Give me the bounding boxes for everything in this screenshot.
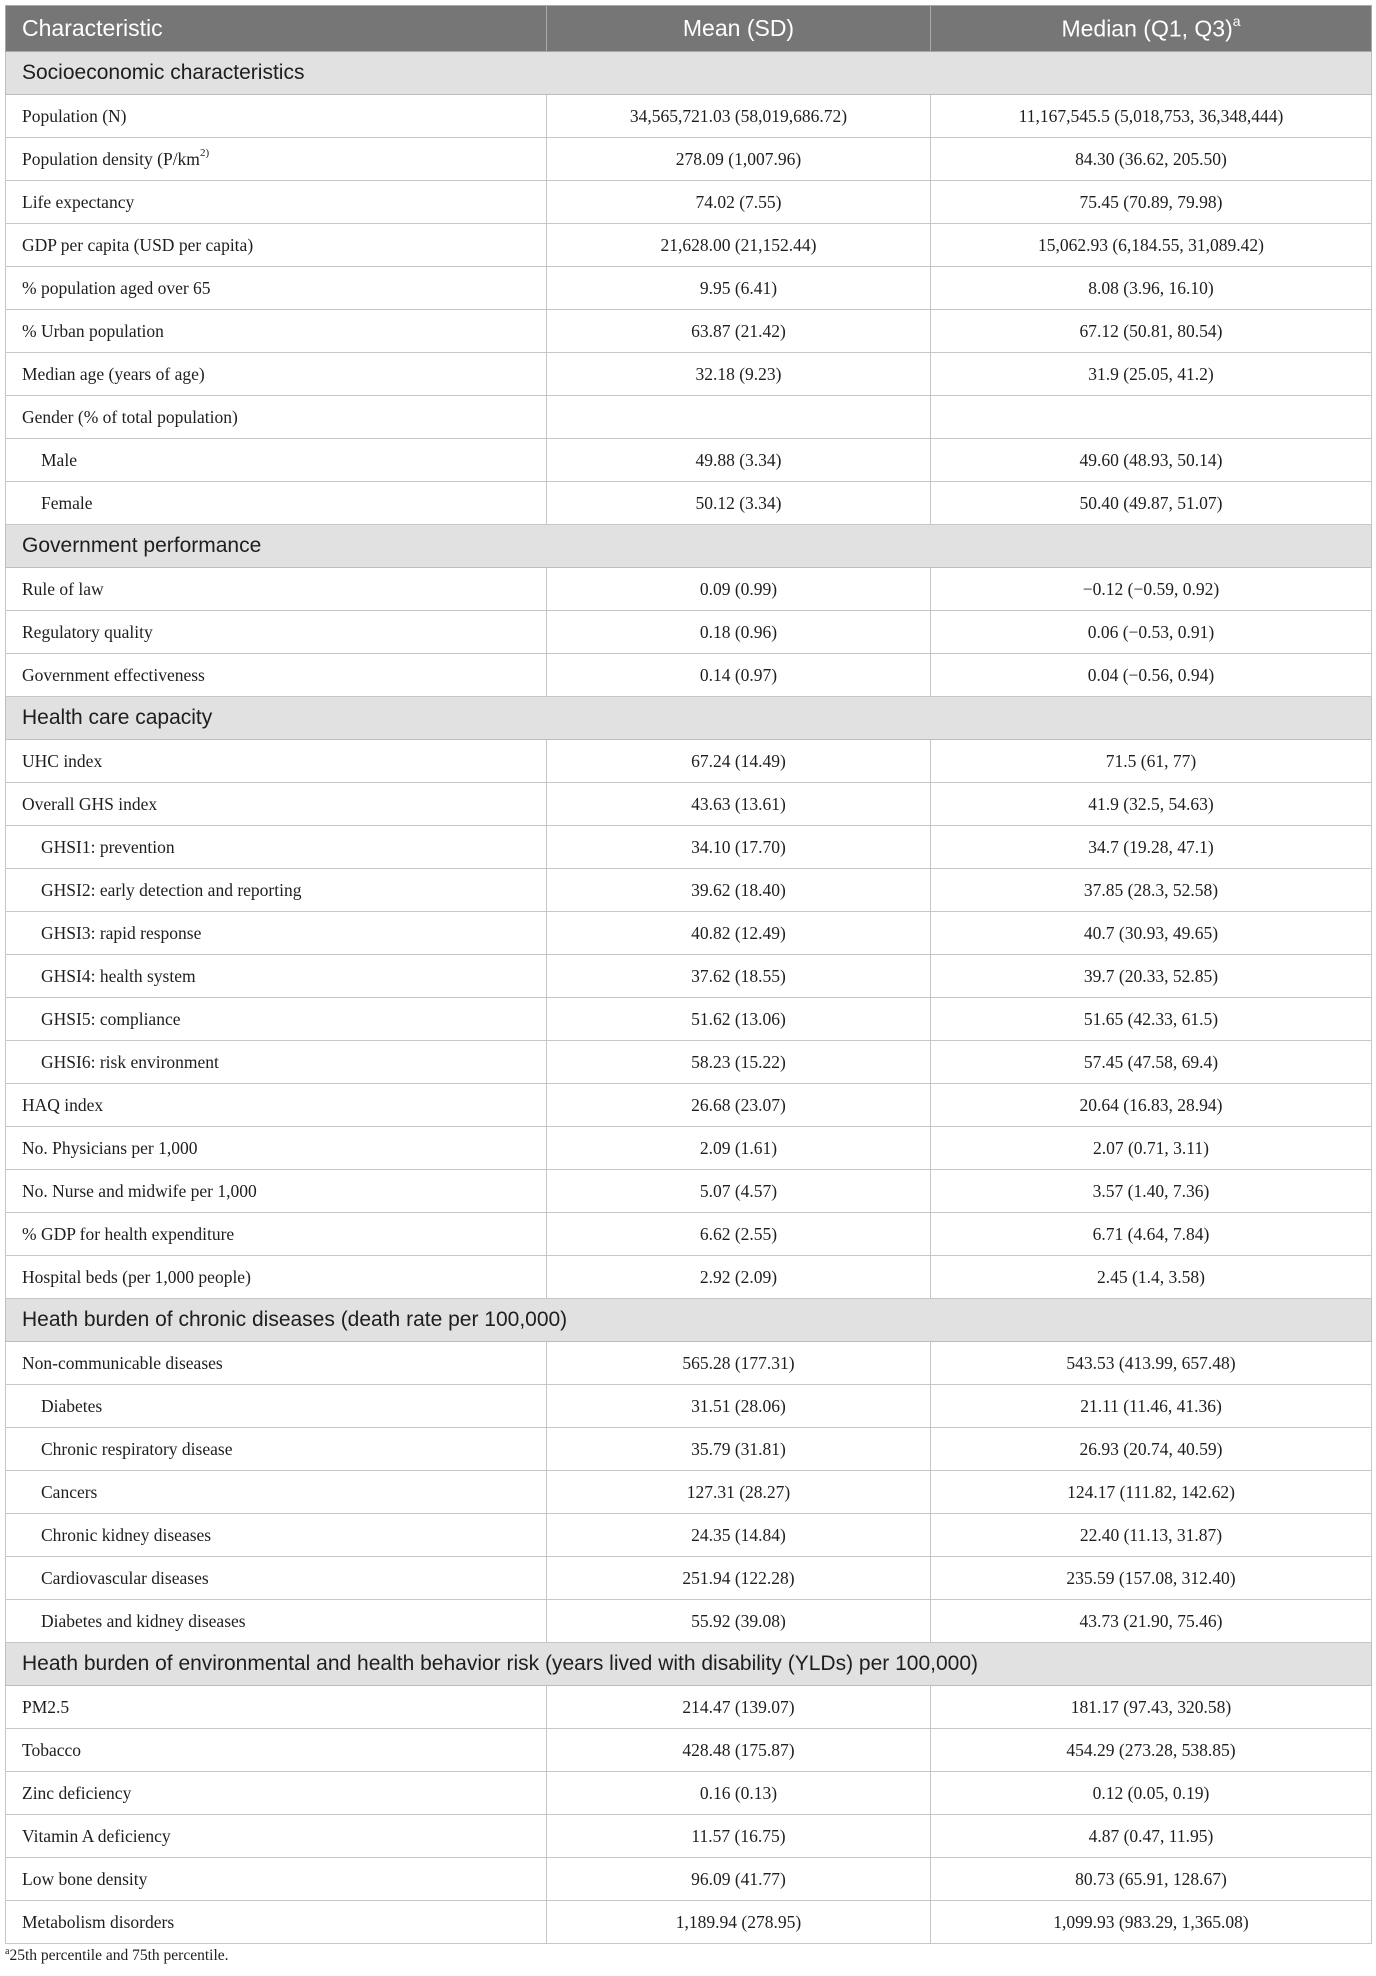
- row-label-cell: [6, 95, 547, 138]
- table-row: [6, 1041, 1372, 1084]
- mean-sd-cell: 32.18 (9.23): [547, 353, 931, 396]
- row-label: GHSI6: risk environment: [41, 1051, 219, 1072]
- table-row: [6, 1170, 1372, 1213]
- row-label-superscript: 2): [199, 146, 210, 159]
- row-label: Rule of law: [22, 578, 104, 599]
- median-iqr-cell: 34.7 (19.28, 47.1): [931, 826, 1372, 869]
- row-label-cell: [6, 1686, 547, 1729]
- table-row: [6, 611, 1372, 654]
- table-row: [6, 95, 1372, 138]
- row-label: Diabetes: [41, 1395, 103, 1416]
- table-row: [6, 181, 1372, 224]
- table-row: [6, 955, 1372, 998]
- median-iqr-cell: 8.08 (3.96, 16.10): [931, 267, 1372, 310]
- row-label-cell: [6, 1557, 547, 1600]
- median-iqr-cell: 454.29 (273.28, 538.85): [931, 1729, 1372, 1772]
- median-iqr-cell: 22.40 (11.13, 31.87): [931, 1514, 1372, 1557]
- section-header-row: [6, 1643, 1372, 1686]
- median-iqr-cell: 31.9 (25.05, 41.2): [931, 353, 1372, 396]
- row-label-cell: [6, 740, 547, 783]
- row-label: % Urban population: [22, 320, 164, 341]
- row-label-cell: [6, 955, 547, 998]
- row-label: PM2.5: [22, 1696, 70, 1717]
- mean-sd-cell: 565.28 (177.31): [547, 1342, 931, 1385]
- median-iqr-cell: −0.12 (−0.59, 0.92): [931, 568, 1372, 611]
- row-label: GDP per capita (USD per capita): [22, 234, 254, 255]
- mean-sd-cell: 5.07 (4.57): [547, 1170, 931, 1213]
- median-iqr-cell: 20.64 (16.83, 28.94): [931, 1084, 1372, 1127]
- row-label-cell: [6, 353, 547, 396]
- row-label: Hospital beds (per 1,000 people): [22, 1266, 251, 1287]
- section-title: Health care capacity: [6, 697, 1372, 740]
- row-label: Diabetes and kidney diseases: [41, 1610, 246, 1631]
- section-header-row: [6, 1299, 1372, 1342]
- table-row: [6, 1213, 1372, 1256]
- mean-sd-cell: 34.10 (17.70): [547, 826, 931, 869]
- table-row: [6, 869, 1372, 912]
- table-row: [6, 1127, 1372, 1170]
- median-iqr-cell: 3.57 (1.40, 7.36): [931, 1170, 1372, 1213]
- header-mean: Mean (SD): [547, 6, 931, 52]
- table-row: [6, 482, 1372, 525]
- row-label-cell: [6, 224, 547, 267]
- row-label-cell: [6, 912, 547, 955]
- mean-sd-cell: 35.79 (31.81): [547, 1428, 931, 1471]
- section-title: Socioeconomic characteristics: [6, 52, 1372, 95]
- section-title: Heath burden of environmental and health behavior risk (years lived with disability (YLDs) per 100,000): [6, 1643, 1372, 1686]
- median-iqr-cell: 124.17 (111.82, 142.62): [931, 1471, 1372, 1514]
- row-label: Non-communicable diseases: [22, 1352, 223, 1373]
- row-label: HAQ index: [22, 1094, 104, 1115]
- mean-sd-cell: 43.63 (13.61): [547, 783, 931, 826]
- section-header-row: [6, 697, 1372, 740]
- median-iqr-cell: 49.60 (48.93, 50.14): [931, 439, 1372, 482]
- mean-sd-cell: 96.09 (41.77): [547, 1858, 931, 1901]
- mean-sd-cell: 34,565,721.03 (58,019,686.72): [547, 95, 931, 138]
- median-iqr-cell: 71.5 (61, 77): [931, 740, 1372, 783]
- mean-sd-cell: 55.92 (39.08): [547, 1600, 931, 1643]
- header-median-text: Median (Q1, Q3): [1061, 15, 1233, 42]
- table-row: [6, 224, 1372, 267]
- row-label: Tobacco: [22, 1739, 82, 1760]
- table-row: [6, 1772, 1372, 1815]
- row-label-cell: [6, 568, 547, 611]
- row-label: % GDP for health expenditure: [22, 1223, 235, 1244]
- mean-sd-cell: 1,189.94 (278.95): [547, 1901, 931, 1944]
- mean-sd-cell: 39.62 (18.40): [547, 869, 931, 912]
- table-row: [6, 1471, 1372, 1514]
- median-iqr-cell: 15,062.93 (6,184.55, 31,089.42): [931, 224, 1372, 267]
- table-row: [6, 267, 1372, 310]
- median-iqr-cell: 37.85 (28.3, 52.58): [931, 869, 1372, 912]
- mean-sd-cell: 50.12 (3.34): [547, 482, 931, 525]
- mean-sd-cell: 0.09 (0.99): [547, 568, 931, 611]
- row-label-cell: [6, 1213, 547, 1256]
- row-label-cell: [6, 1729, 547, 1772]
- row-label-cell: [6, 1772, 547, 1815]
- median-iqr-cell: 6.71 (4.64, 7.84): [931, 1213, 1372, 1256]
- row-label-cell: [6, 439, 547, 482]
- table-row: [6, 1686, 1372, 1729]
- footnote-text: 25th percentile and 75th percentile.: [9, 1947, 229, 1965]
- median-iqr-cell: 84.30 (36.62, 205.50): [931, 138, 1372, 181]
- row-label: Vitamin A deficiency: [22, 1825, 171, 1846]
- median-iqr-cell: 0.04 (−0.56, 0.94): [931, 654, 1372, 697]
- median-iqr-cell: 75.45 (70.89, 79.98): [931, 181, 1372, 224]
- row-label-cell: [6, 826, 547, 869]
- mean-sd-cell: 40.82 (12.49): [547, 912, 931, 955]
- row-label: No. Nurse and midwife per 1,000: [22, 1180, 257, 1201]
- table-row: [6, 353, 1372, 396]
- median-iqr-cell: 11,167,545.5 (5,018,753, 36,348,444): [931, 95, 1372, 138]
- row-label-cell: [6, 1428, 547, 1471]
- mean-sd-cell: 9.95 (6.41): [547, 267, 931, 310]
- row-label-cell: [6, 396, 547, 439]
- row-label: GHSI2: early detection and reporting: [41, 879, 302, 900]
- row-label: Population (N): [22, 105, 127, 126]
- row-label: UHC index: [22, 750, 103, 771]
- median-iqr-cell: 2.07 (0.71, 3.11): [931, 1127, 1372, 1170]
- table-row: [6, 138, 1372, 181]
- mean-sd-cell: 2.92 (2.09): [547, 1256, 931, 1299]
- row-label: Cancers: [41, 1481, 98, 1502]
- table-row: [6, 396, 1372, 439]
- median-iqr-cell: 57.45 (47.58, 69.4): [931, 1041, 1372, 1084]
- table-row: [6, 1385, 1372, 1428]
- median-iqr-cell: 80.73 (65.91, 128.67): [931, 1858, 1372, 1901]
- row-label-cell: [6, 869, 547, 912]
- row-label: GHSI3: rapid response: [41, 922, 202, 943]
- row-label-cell: [6, 1084, 547, 1127]
- mean-sd-cell: 0.16 (0.13): [547, 1772, 931, 1815]
- median-iqr-cell: 40.7 (30.93, 49.65): [931, 912, 1372, 955]
- row-label-cell: [6, 1514, 547, 1557]
- header-median-footnote-mark: a: [1232, 12, 1241, 29]
- row-label: Low bone density: [22, 1868, 148, 1889]
- row-label-cell: [6, 611, 547, 654]
- median-iqr-cell: 2.45 (1.4, 3.58): [931, 1256, 1372, 1299]
- table-row: [6, 1901, 1372, 1944]
- row-label: % population aged over 65: [22, 277, 211, 298]
- row-label: No. Physicians per 1,000: [22, 1137, 198, 1158]
- mean-sd-cell: 74.02 (7.55): [547, 181, 931, 224]
- median-iqr-cell: 43.73 (21.90, 75.46): [931, 1600, 1372, 1643]
- mean-sd-cell: 11.57 (16.75): [547, 1815, 931, 1858]
- row-label: Male: [41, 449, 77, 470]
- mean-sd-cell: 51.62 (13.06): [547, 998, 931, 1041]
- row-label: Median age (years of age): [22, 363, 205, 384]
- table-row: [6, 1256, 1372, 1299]
- row-label-cell: [6, 1901, 547, 1944]
- median-iqr-cell: 235.59 (157.08, 312.40): [931, 1557, 1372, 1600]
- row-label-cell: [6, 482, 547, 525]
- section-header-row: [6, 525, 1372, 568]
- median-iqr-cell: 41.9 (32.5, 54.63): [931, 783, 1372, 826]
- header-median: [931, 6, 1372, 52]
- row-label: Overall GHS index: [22, 793, 158, 814]
- row-label: Life expectancy: [22, 191, 135, 212]
- row-label: Population density (P/km: [22, 148, 200, 169]
- row-label-cell: [6, 267, 547, 310]
- row-label-cell: [6, 654, 547, 697]
- table-body: [6, 52, 1372, 1944]
- row-label-cell: [6, 998, 547, 1041]
- row-label-cell: [6, 1256, 547, 1299]
- mean-sd-cell: 0.18 (0.96): [547, 611, 931, 654]
- table-row: [6, 912, 1372, 955]
- mean-sd-cell: 21,628.00 (21,152.44): [547, 224, 931, 267]
- table-row: [6, 1729, 1372, 1772]
- mean-sd-cell: 428.48 (175.87): [547, 1729, 931, 1772]
- median-iqr-cell: 543.53 (413.99, 657.48): [931, 1342, 1372, 1385]
- row-label-cell: [6, 1127, 547, 1170]
- header-characteristic: Characteristic: [6, 6, 547, 52]
- table-row: [6, 1428, 1372, 1471]
- section-header-row: [6, 52, 1372, 95]
- row-label-cell: [6, 1041, 547, 1084]
- table-row: [6, 1084, 1372, 1127]
- mean-sd-cell: 6.62 (2.55): [547, 1213, 931, 1256]
- data-table-container: [5, 5, 1371, 1944]
- row-label: Gender (% of total population): [22, 406, 238, 427]
- median-iqr-cell: [931, 396, 1372, 439]
- row-label-cell: [6, 181, 547, 224]
- mean-sd-cell: 24.35 (14.84): [547, 1514, 931, 1557]
- mean-sd-cell: 37.62 (18.55): [547, 955, 931, 998]
- section-title: Heath burden of chronic diseases (death rate per 100,000): [6, 1299, 1372, 1342]
- row-label-cell: [6, 310, 547, 353]
- table-row: [6, 1600, 1372, 1643]
- row-label: Female: [41, 492, 93, 513]
- row-label-cell: [6, 1600, 547, 1643]
- row-label-cell: [6, 1342, 547, 1385]
- row-label-cell: [6, 783, 547, 826]
- row-label: Cardiovascular diseases: [41, 1567, 209, 1588]
- mean-sd-cell: 31.51 (28.06): [547, 1385, 931, 1428]
- table-row: [6, 1557, 1372, 1600]
- mean-sd-cell: 0.14 (0.97): [547, 654, 931, 697]
- median-iqr-cell: 39.7 (20.33, 52.85): [931, 955, 1372, 998]
- row-label-cell: [6, 1385, 547, 1428]
- row-label-cell: [6, 1170, 547, 1213]
- row-label-cell: [6, 1815, 547, 1858]
- median-iqr-cell: 50.40 (49.87, 51.07): [931, 482, 1372, 525]
- mean-sd-cell: 26.68 (23.07): [547, 1084, 931, 1127]
- mean-sd-cell: 67.24 (14.49): [547, 740, 931, 783]
- median-iqr-cell: 1,099.93 (983.29, 1,365.08): [931, 1901, 1372, 1944]
- section-title: Government performance: [6, 525, 1372, 568]
- table-row: [6, 998, 1372, 1041]
- mean-sd-cell: 2.09 (1.61): [547, 1127, 931, 1170]
- table-row: [6, 783, 1372, 826]
- table-row: [6, 826, 1372, 869]
- median-iqr-cell: 26.93 (20.74, 40.59): [931, 1428, 1372, 1471]
- row-label: Chronic kidney diseases: [41, 1524, 212, 1545]
- table-row: [6, 1815, 1372, 1858]
- table-header-row: [6, 6, 1372, 52]
- median-iqr-cell: 181.17 (97.43, 320.58): [931, 1686, 1372, 1729]
- median-iqr-cell: 0.12 (0.05, 0.19): [931, 1772, 1372, 1815]
- table-row: [6, 1342, 1372, 1385]
- row-label: GHSI4: health system: [41, 965, 196, 986]
- row-label: Government effectiveness: [22, 664, 205, 685]
- row-label-cell: [6, 1471, 547, 1514]
- row-label: Metabolism disorders: [22, 1911, 175, 1932]
- median-iqr-cell: 67.12 (50.81, 80.54): [931, 310, 1372, 353]
- row-label-cell: [6, 138, 547, 181]
- row-label-cell: [6, 1858, 547, 1901]
- row-label: GHSI5: compliance: [41, 1008, 181, 1029]
- table-row: [6, 439, 1372, 482]
- median-iqr-cell: 4.87 (0.47, 11.95): [931, 1815, 1372, 1858]
- table-row: [6, 568, 1372, 611]
- mean-sd-cell: 127.31 (28.27): [547, 1471, 931, 1514]
- row-label: Chronic respiratory disease: [41, 1438, 233, 1459]
- row-label: Zinc deficiency: [22, 1782, 132, 1803]
- table-row: [6, 1514, 1372, 1557]
- table-row: [6, 1858, 1372, 1901]
- mean-sd-cell: 63.87 (21.42): [547, 310, 931, 353]
- median-iqr-cell: 21.11 (11.46, 41.36): [931, 1385, 1372, 1428]
- row-label: Regulatory quality: [22, 621, 153, 642]
- characteristics-table: [5, 5, 1372, 1944]
- row-label: GHSI1: prevention: [41, 836, 175, 857]
- mean-sd-cell: [547, 396, 931, 439]
- median-iqr-cell: 51.65 (42.33, 61.5): [931, 998, 1372, 1041]
- footnote-mark: a: [5, 1946, 10, 1957]
- mean-sd-cell: 278.09 (1,007.96): [547, 138, 931, 181]
- table-row: [6, 310, 1372, 353]
- median-iqr-cell: 0.06 (−0.53, 0.91): [931, 611, 1372, 654]
- table-row: [6, 740, 1372, 783]
- mean-sd-cell: 214.47 (139.07): [547, 1686, 931, 1729]
- mean-sd-cell: 49.88 (3.34): [547, 439, 931, 482]
- table-footnote: [5, 1946, 229, 1965]
- mean-sd-cell: 58.23 (15.22): [547, 1041, 931, 1084]
- mean-sd-cell: 251.94 (122.28): [547, 1557, 931, 1600]
- table-row: [6, 654, 1372, 697]
